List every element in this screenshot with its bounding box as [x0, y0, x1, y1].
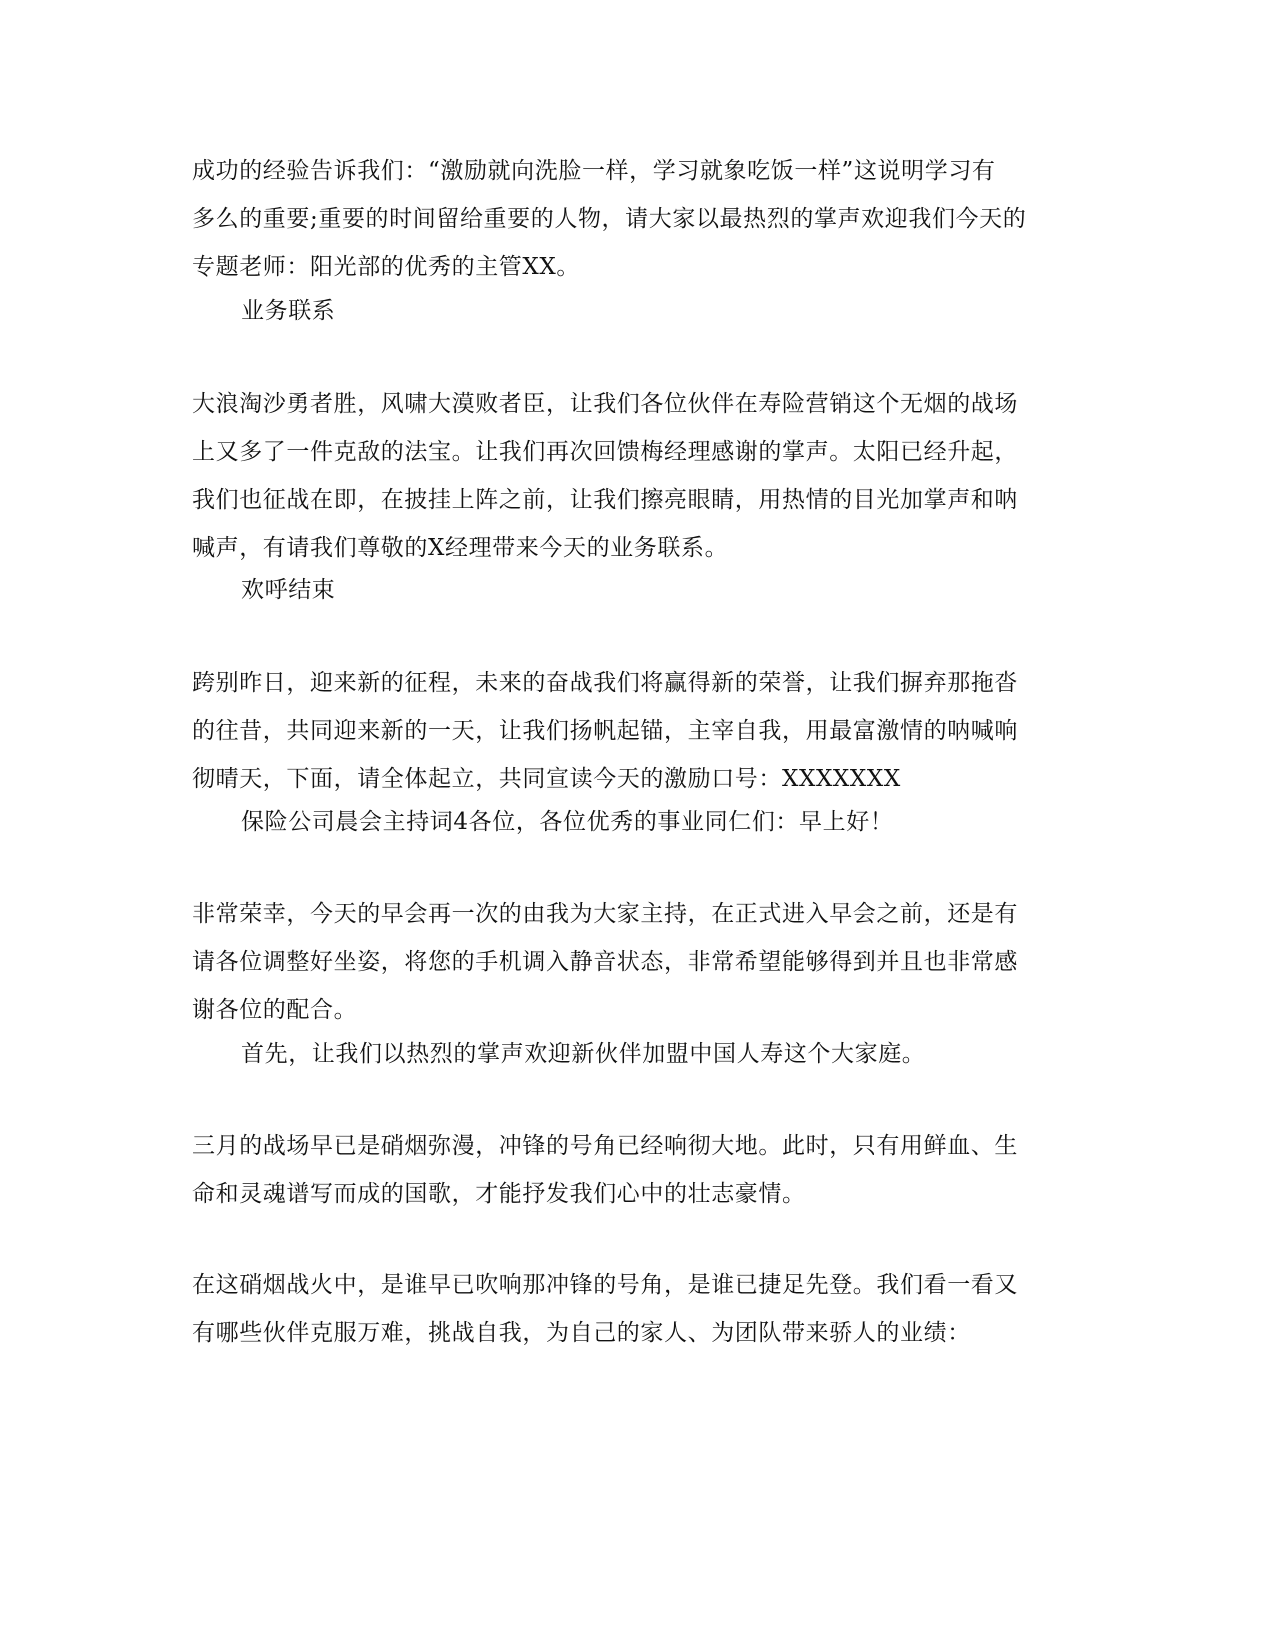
text-line: 业务联系: [241, 298, 336, 324]
text-line: 有哪些伙伴克服万难，挑战自我，为自己的家人、为团队带来骄人的业绩：: [192, 1320, 971, 1346]
text-line: 我们也征战在即，在披挂上阵之前，让我们擦亮眼睛，用热情的目光加掌声和呐: [192, 487, 1018, 513]
text-line: 保险公司晨会主持词4各位，各位优秀的事业同仁们：早上好！: [241, 809, 894, 835]
text-line: 请各位调整好坐姿，将您的手机调入静音状态，非常希望能够得到并且也非常感: [192, 949, 1018, 975]
paragraph-achievements: [192, 1261, 1072, 1357]
text-line: 大浪淘沙勇者胜，风啸大漠败者臣，让我们各位伙伴在寿险营销这个无烟的战场: [192, 391, 1018, 417]
text-line: 非常荣幸，今天的早会再一次的由我为大家主持，在正式进入早会之前，还是有: [192, 901, 1018, 927]
paragraph-greeting: [241, 798, 1121, 846]
text-line: 上又多了一件克敌的法宝。让我们再次回馈梅经理感谢的掌声。太阳已经升起，: [192, 439, 1018, 465]
paragraph-battlefield: [192, 1122, 1072, 1218]
text-line: 三月的战场早已是硝烟弥漫，冲锋的号角已经响彻大地。此时，只有用鲜血、生: [192, 1133, 1018, 1159]
text-line: 喊声，有请我们尊敬的X经理带来今天的业务联系。: [192, 535, 729, 561]
section-heading-cheer: [241, 566, 1121, 614]
text-line: 多么的重要;重要的时间留给重要的人物，请大家以最热烈的掌声欢迎我们今天的: [192, 206, 1027, 232]
text-line: 命和灵魂谱写而成的国歌，才能抒发我们心中的壮志豪情。: [192, 1181, 806, 1207]
paragraph-motivation-slogan: [192, 659, 1072, 803]
paragraph-opening: [192, 890, 1072, 1034]
text-line: 专题老师：阳光部的优秀的主管XX。: [192, 254, 580, 280]
paragraph-business-contact: [192, 380, 1072, 572]
paragraph-intro-study: [192, 147, 1072, 291]
text-line: 首先，让我们以热烈的掌声欢迎新伙伴加盟中国人寿这个大家庭。: [241, 1041, 926, 1067]
section-heading-business: [241, 287, 1121, 335]
text-line: 的往昔，共同迎来新的一天，让我们扬帆起锚，主宰自我，用最富激情的呐喊响: [192, 718, 1018, 744]
text-line: 成功的经验告诉我们：“激励就向洗脸一样，学习就象吃饭一样”这说明学习有: [192, 158, 996, 184]
text-line: 跨别昨日，迎来新的征程，未来的奋战我们将赢得新的荣誉，让我们摒弃那拖沓: [192, 670, 1018, 696]
paragraph-welcome-partners: [241, 1030, 1121, 1078]
text-line: 欢呼结束: [241, 577, 336, 603]
text-line: 谢各位的配合。: [192, 997, 358, 1023]
text-line: 在这硝烟战火中，是谁早已吹响那冲锋的号角，是谁已捷足先登。我们看一看又: [192, 1272, 1018, 1298]
text-line: 彻晴天，下面，请全体起立，共同宣读今天的激励口号：XXXXXXX: [192, 766, 901, 792]
